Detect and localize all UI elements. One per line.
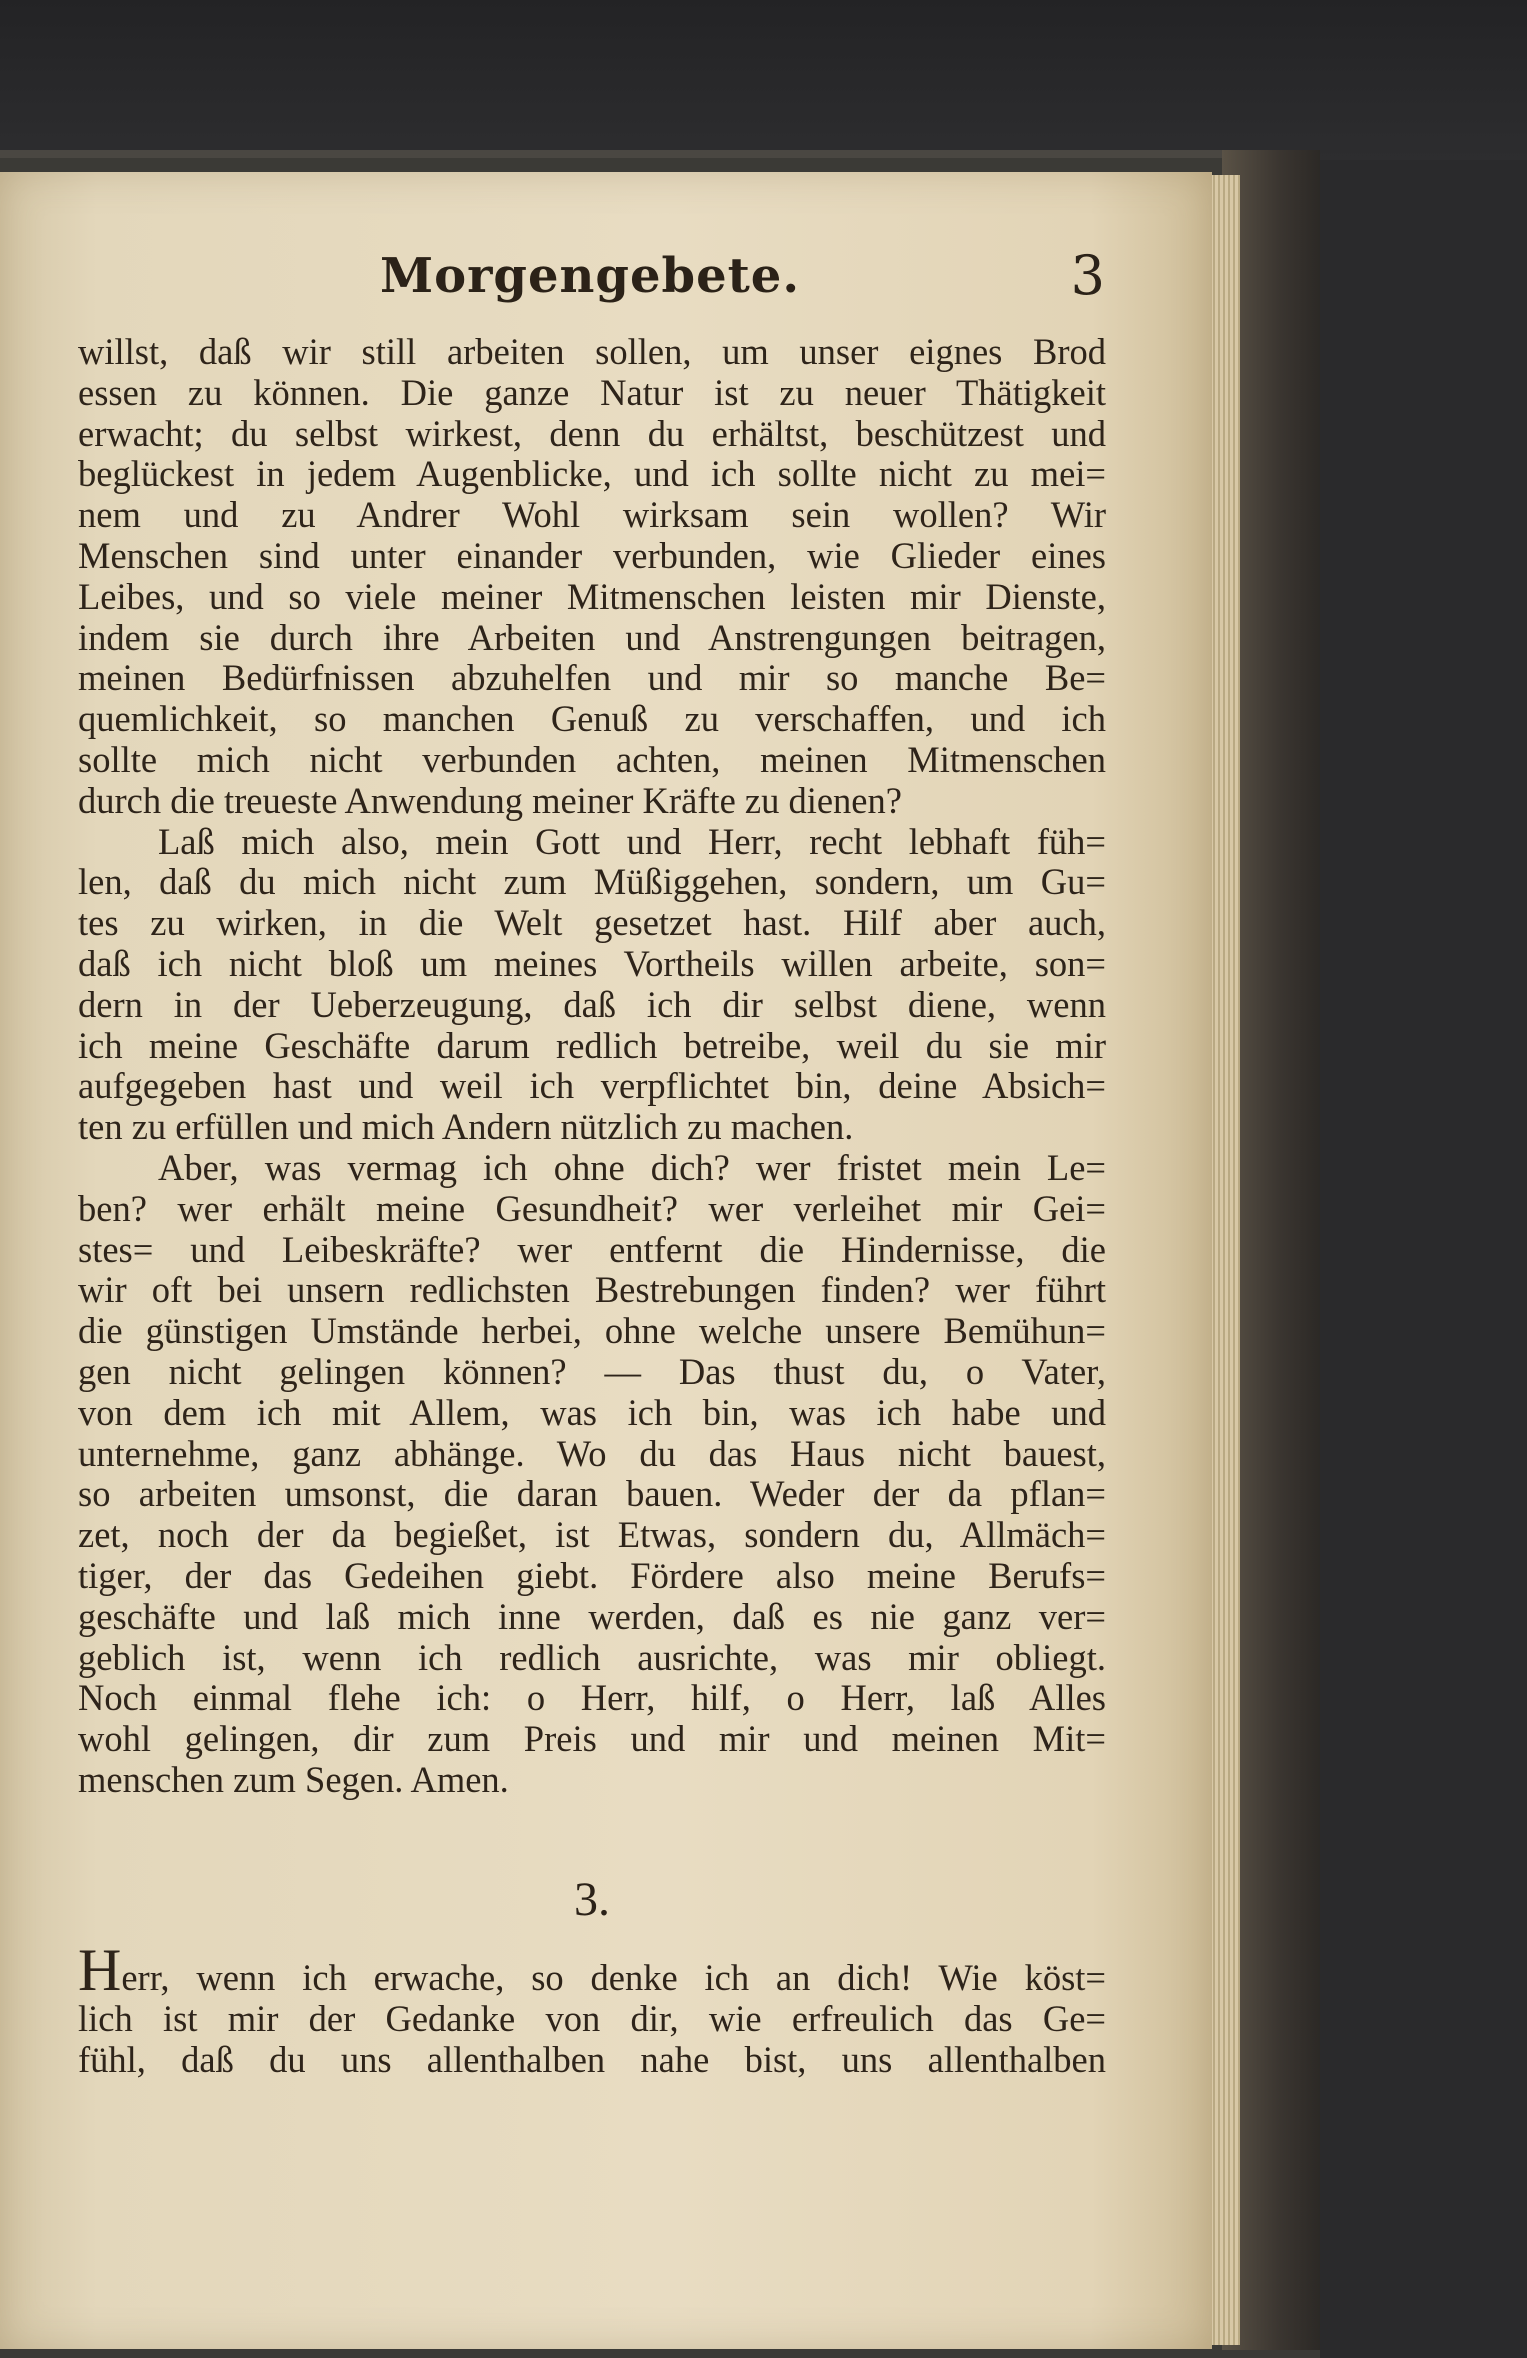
text-line: erwacht; du selbst wirkest, denn du erhältst, beschützest und bbox=[78, 412, 1106, 454]
paragraph-3 bbox=[78, 1148, 1106, 1801]
paragraph-2 bbox=[78, 822, 1106, 1148]
text-line: gen nicht gelingen können? — Das thust du, o Vater, bbox=[78, 1350, 1106, 1392]
text-line: Laß mich also, mein Gott und Herr, recht lebhaft füh= bbox=[158, 820, 1106, 862]
running-head: Morgengebete. bbox=[379, 248, 801, 304]
text-line: beglückest in jedem Augenblicke, und ich sollte nicht zu mei= bbox=[78, 453, 1106, 495]
text-line: dern in der Ueberzeugung, daß ich dir selbst diene, wenn bbox=[78, 983, 1106, 1025]
text-line: ich meine Geschäfte darum redlich betreibe, weil du sie mir bbox=[78, 1024, 1106, 1066]
text-line: wir oft bei unsern redlichsten Bestrebungen finden? wer führt bbox=[78, 1269, 1106, 1311]
drop-cap: H bbox=[78, 1937, 122, 2003]
photo-background bbox=[0, 0, 1527, 160]
page-number: 3 bbox=[1070, 244, 1105, 307]
text-line: von dem ich mit Allem, was ich bin, was ich habe und bbox=[78, 1391, 1106, 1433]
text-line: err, wenn ich erwache, so denke ich an dich! Wie köst= bbox=[121, 1957, 1106, 1998]
text-line: so arbeiten umsonst, die daran bauen. Weder der da pflan= bbox=[78, 1473, 1106, 1515]
body-text bbox=[78, 332, 1106, 1801]
text-line: quemlichkeit, so manchen Genuß zu verschaffen, und ich bbox=[78, 698, 1106, 740]
text-line: zet, noch der da begießet, ist Etwas, sondern du, Allmäch= bbox=[78, 1514, 1106, 1556]
text-line: aufgegeben hast und weil ich verpflichtet bin, deine Absich= bbox=[78, 1065, 1106, 1107]
text-line: geschäfte und laß mich inne werden, daß es nie ganz ver= bbox=[78, 1595, 1106, 1637]
text-line: nem und zu Andrer Wohl wirksam sein wollen? Wir bbox=[78, 494, 1106, 536]
text-line: meinen Bedürfnissen abzuhelfen und mir so manche Be= bbox=[78, 657, 1106, 699]
text-line: willst, daß wir still arbeiten sollen, um unser eignes Brod bbox=[78, 331, 1106, 372]
text-line: Menschen sind unter einander verbunden, wie Glieder eines bbox=[78, 534, 1106, 576]
text-line: Aber, was vermag ich ohne dich? wer fristet mein Le= bbox=[158, 1146, 1106, 1188]
text-line: sollte mich nicht verbunden achten, meinen Mitmenschen bbox=[78, 738, 1106, 780]
text-line: die günstigen Umstände herbei, ohne welche unsere Bemühun= bbox=[78, 1310, 1106, 1352]
text-line: tes zu wirken, in die Welt gesetzet hast. Hilf aber auch, bbox=[78, 902, 1106, 944]
text-line: daß ich nicht bloß um meines Vortheils willen arbeite, son= bbox=[78, 942, 1106, 984]
text-line: wohl gelingen, dir zum Preis und mir und meinen Mit= bbox=[78, 1718, 1106, 1760]
text-line: tiger, der das Gedeihen giebt. Fördere also meine Berufs= bbox=[78, 1554, 1106, 1596]
text-line: stes= und Leibeskräfte? wer entfernt die Hindernisse, die bbox=[78, 1228, 1106, 1270]
text-line: ten zu erfüllen und mich Andern nützlich zu machen. bbox=[78, 1106, 854, 1148]
page-header bbox=[75, 240, 1105, 320]
text-line: Noch einmal flehe ich: o Herr, hilf, o Herr, laß Alles bbox=[78, 1677, 1106, 1719]
text-line: unternehme, ganz abhänge. Wo du das Haus nicht bauest, bbox=[78, 1432, 1106, 1474]
book-page bbox=[0, 172, 1212, 2349]
text-line: essen zu können. Die ganze Natur ist zu neuer Thätigkeit bbox=[78, 371, 1106, 413]
text-line: menschen zum Segen. Amen. bbox=[78, 1758, 509, 1800]
section-number: 3. bbox=[574, 1873, 610, 1926]
text-line: geblich ist, wenn ich redlich ausrichte, was mir obliegt. bbox=[78, 1636, 1106, 1678]
text-line: indem sie durch ihre Arbeiten und Anstrengungen beitragen, bbox=[78, 616, 1106, 658]
text-line: fühl, daß du uns allenthalben nahe bist, uns allenthalben bbox=[78, 2038, 1106, 2080]
text-line: Leibes, und so viele meiner Mitmenschen leisten mir Dienste, bbox=[78, 575, 1106, 617]
paragraph-1 bbox=[78, 332, 1106, 822]
text-line-with-dropcap bbox=[78, 1937, 1106, 2003]
text-line: lich ist mir der Gedanke von dir, wie erfreulich das Ge= bbox=[78, 1997, 1106, 2039]
text-line: durch die treueste Anwendung meiner Kräfte zu dienen? bbox=[78, 779, 902, 821]
text-line: ben? wer erhält meine Gesundheit? wer verleihet mir Gei= bbox=[78, 1187, 1106, 1229]
section-text bbox=[78, 1937, 1106, 2080]
text-line: len, daß du mich nicht zum Müßiggehen, sondern, um Gu= bbox=[78, 861, 1106, 903]
